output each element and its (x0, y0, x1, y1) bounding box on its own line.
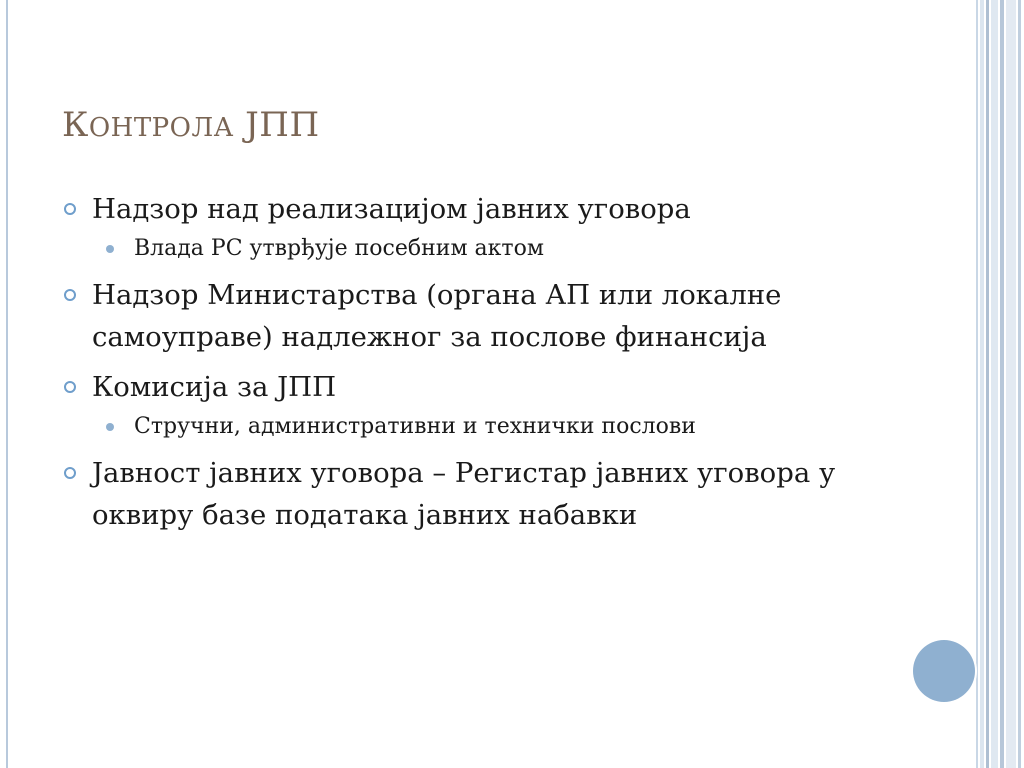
ring-bullet-icon (64, 467, 76, 479)
decorative-circle (913, 640, 975, 702)
title-rest: ЈПП (233, 105, 320, 145)
dot-bullet-icon (106, 245, 114, 253)
sub-bullet-text: Стручни, административни и технички послови (134, 414, 696, 439)
right-stripe (980, 0, 984, 768)
ring-bullet-icon (64, 289, 76, 301)
slide-title (62, 105, 320, 146)
title-small-caps: ОНТРОЛА (88, 113, 234, 143)
dot-bullet-icon (106, 423, 114, 431)
bullet-text: Комисија за ЈПП (92, 371, 337, 403)
right-stripe (976, 0, 978, 768)
title-initial: К (62, 105, 89, 145)
right-stripe (986, 0, 989, 768)
ring-bullet-icon (64, 381, 76, 393)
bullet-item (62, 452, 902, 536)
ring-bullet-icon (64, 203, 76, 215)
bullet-item (62, 366, 902, 408)
right-stripe (991, 0, 998, 768)
sub-bullet-item (62, 410, 902, 444)
bullet-text: Надзор Министарства (органа АП или локалне самоуправе) надлежног за послове финансија (92, 279, 782, 353)
right-stripe (1000, 0, 1004, 768)
bullet-text: Јавност јавних уговора – Регистар јавних уговора у оквиру базе података јавних набавки (92, 457, 836, 531)
right-stripe (1018, 0, 1021, 768)
right-stripe (1006, 0, 1016, 768)
bullet-text: Надзор над реализацијом јавних уговора (92, 193, 691, 225)
left-frame-line (6, 0, 8, 768)
sub-bullet-text: Влада РС утврђује посебним актом (134, 236, 544, 261)
bullet-item (62, 274, 902, 358)
bullet-list (62, 188, 902, 544)
sub-bullet-item (62, 232, 902, 266)
bullet-item (62, 188, 902, 230)
